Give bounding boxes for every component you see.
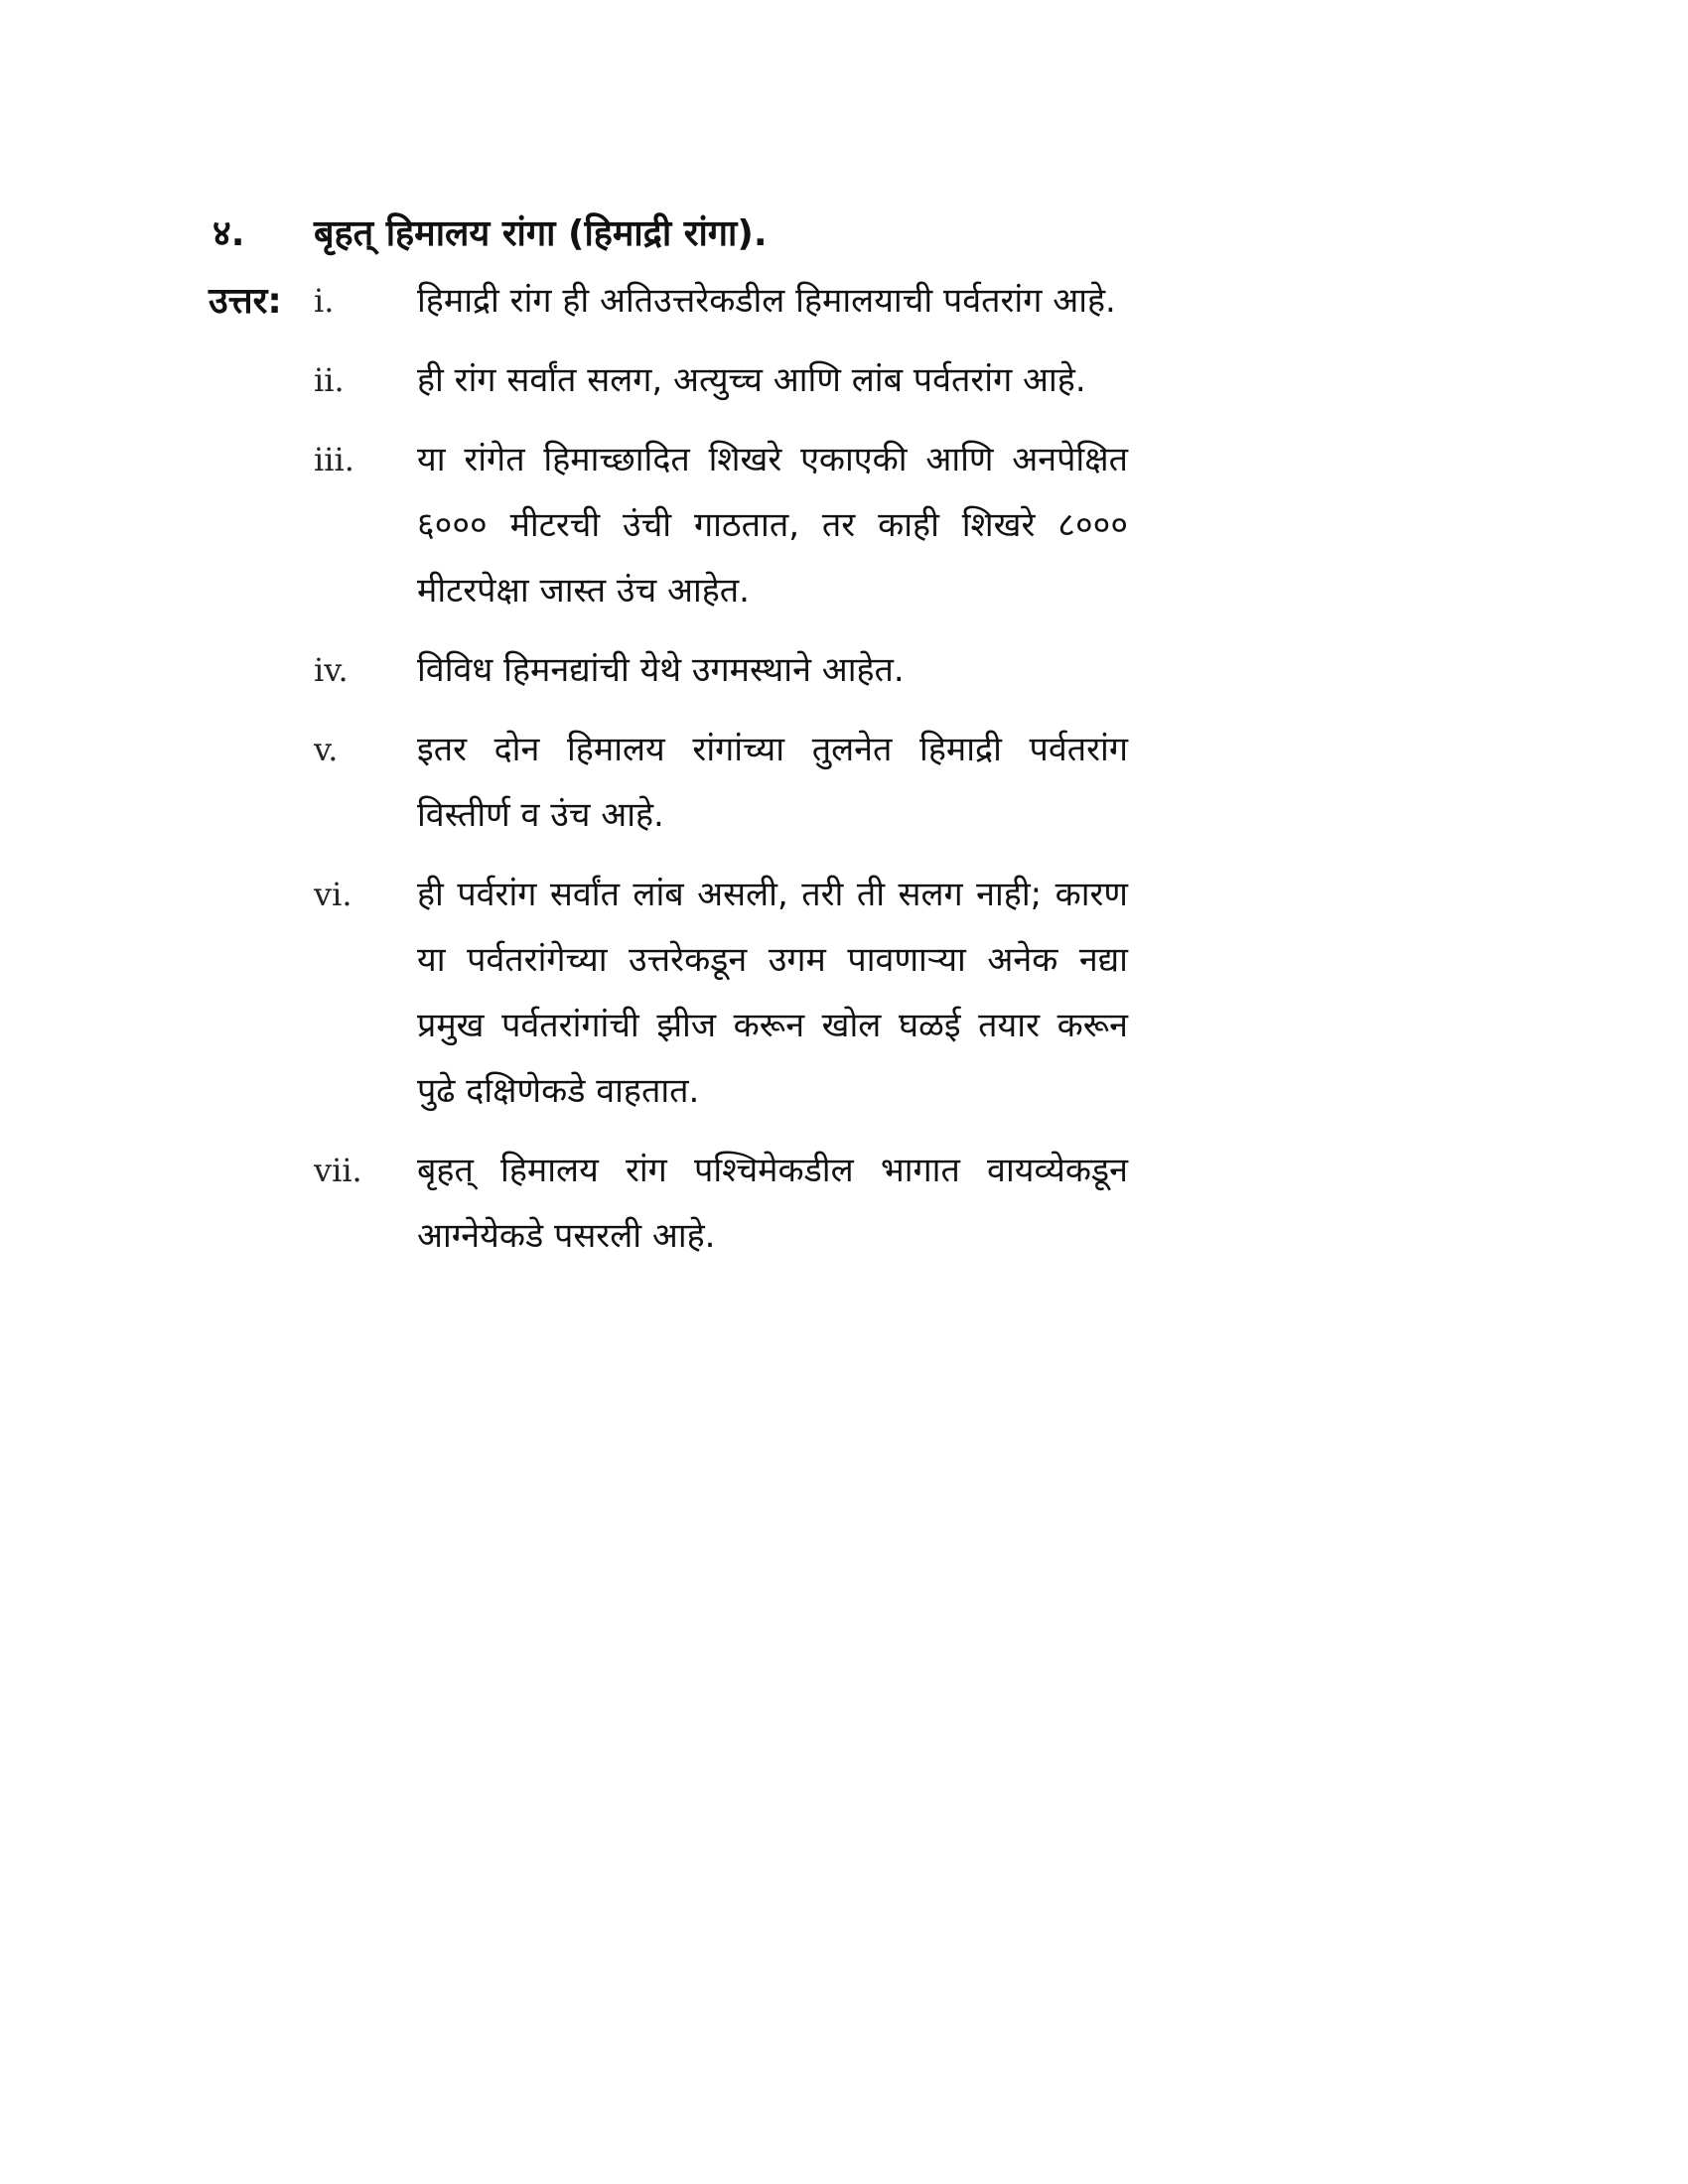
answer-point-3: [314, 427, 1128, 623]
answer-point-4: [314, 637, 1128, 703]
point-numeral: vii.: [314, 1152, 362, 1189]
point-numeral: v.: [314, 731, 339, 768]
point-text: बृहत् हिमालय रांग पश्चिमेकडील भागात वायव्येकडून आग्नेयेकडे पसरली आहे.: [417, 1151, 1128, 1256]
point-numeral: iv.: [314, 651, 349, 689]
point-text: या रांगेत हिमाच्छादित शिखरे एकाएकी आणि अनपेक्षित ६००० मीटरची उंची गाठतात, तर काही शिखरे ८००० मीटरपेक्षा जास्त उंच आहेत.: [417, 440, 1128, 611]
point-text: ही रांग सर्वांत सलग, अत्युच्च आणि लांब पर्वतरांग आहे.: [417, 360, 1086, 400]
point-text: इतर दोन हिमालय रांगांच्या तुलनेत हिमाद्री पर्वतरांग विस्तीर्ण व उंच आहे.: [417, 730, 1128, 835]
answer-label: उत्तर:: [209, 281, 282, 322]
point-numeral: iii.: [314, 441, 354, 478]
point-numeral: i.: [314, 282, 335, 320]
question-heading: [212, 206, 768, 262]
answer-point-1: [314, 268, 1128, 334]
point-text: ही पर्वरांग सर्वांत लांब असली, तरी ती सलग नाही; कारण या पर्वतरांगेच्या उत्तरेकडून उगम पावणाऱ्या अनेक नद्या प्रमुख पर्वतरांगांची झीज करून खोल घळई तयार करून पुढे दक्षिणेकडे वाहतात.: [417, 875, 1128, 1111]
answer-point-6: [314, 862, 1128, 1124]
answer-point-5: [314, 717, 1128, 848]
question-title: बृहत् हिमालय रांगा (हिमाद्री रांगा).: [314, 213, 768, 254]
point-text: विविध हिमनद्यांची येथे उगमस्थाने आहेत.: [417, 650, 905, 690]
point-text: हिमाद्री रांग ही अतिउत्तरेकडील हिमालयाची पर्वतरांग आहे.: [417, 281, 1116, 321]
answer-point-2: [314, 347, 1128, 413]
answer-list: [314, 268, 1128, 1283]
point-numeral: vi.: [314, 876, 352, 913]
answer-point-7: [314, 1138, 1128, 1269]
question-number: ४.: [212, 213, 245, 254]
point-numeral: ii.: [314, 361, 345, 399]
